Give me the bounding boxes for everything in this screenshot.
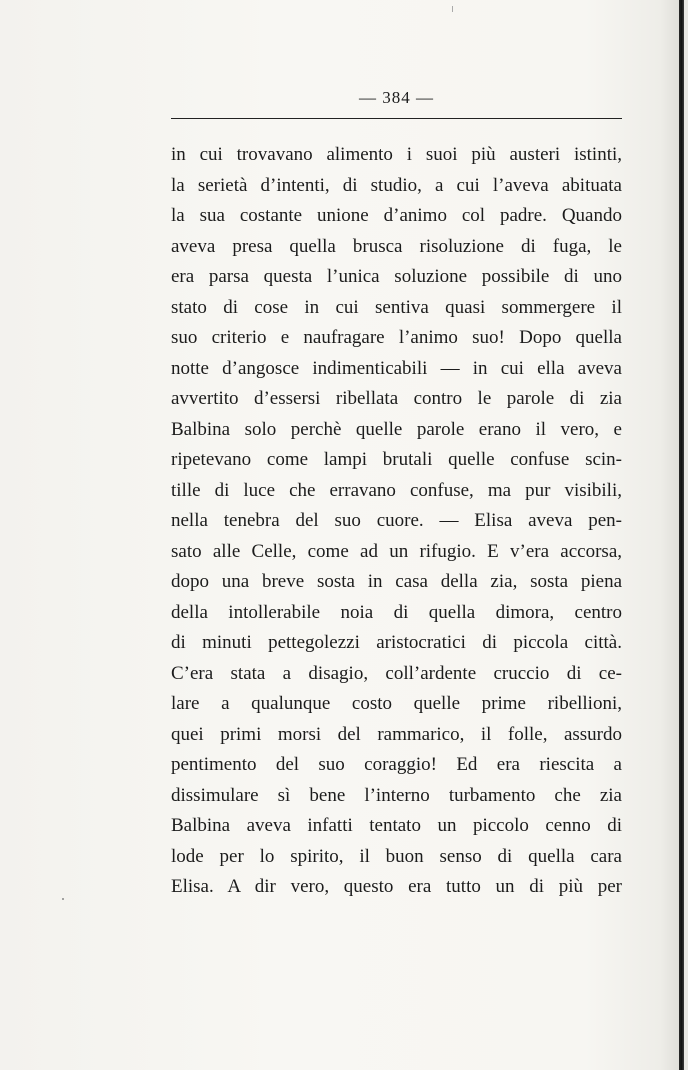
paper-speck bbox=[452, 6, 453, 12]
text-line: di minuti pettegolezzi aristocratici di piccola città. bbox=[171, 632, 622, 653]
page-edge bbox=[684, 0, 688, 1070]
text-line: della intollerabile noia di quella dimora, centro bbox=[171, 601, 622, 623]
text-line: aveva presa quella brusca risoluzione di fuga, le bbox=[171, 235, 622, 257]
text-line: sato alle Celle, come ad un rifugio. E v’era accorsa, bbox=[171, 540, 622, 562]
text-line: C’era stata a disagio, coll’ardente cruccio di ce- bbox=[171, 662, 622, 684]
text-line: Balbina aveva infatti tentato un piccolo cenno di bbox=[171, 815, 622, 836]
text-line: pentimento del suo coraggio! Ed era riescita a bbox=[171, 754, 622, 775]
text-line: Balbina solo perchè quelle parole erano il vero, e bbox=[171, 418, 622, 440]
text-line: nella tenebra del suo cuore. — Elisa aveva pen- bbox=[171, 510, 622, 531]
text-line: dopo una breve sosta in casa della zia, sosta piena bbox=[171, 571, 622, 592]
header-rule bbox=[171, 118, 622, 119]
body-text bbox=[171, 140, 622, 903]
text-line: suo criterio e naufragare l’animo suo! Dopo quella bbox=[171, 327, 622, 348]
text-line: tille di luce che erravano confuse, ma pur visibili, bbox=[171, 479, 622, 501]
text-line: la serietà d’intenti, di studio, a cui l’aveva abituata bbox=[171, 174, 622, 196]
text-line: era parsa questa l’unica soluzione possibile di uno bbox=[171, 266, 622, 287]
text-line: Elisa. A dir vero, questo era tutto un di più per bbox=[171, 876, 622, 897]
book-spine-shadow bbox=[679, 0, 684, 1070]
text-line: lode per lo spirito, il buon senso di quella cara bbox=[171, 845, 622, 867]
text-line: in cui trovavano alimento i suoi più austeri istinti, bbox=[171, 144, 622, 165]
text-line: avvertito d’essersi ribellata contro le parole di zia bbox=[171, 388, 622, 409]
paper-speck bbox=[62, 898, 64, 900]
page-number: — 384 — bbox=[359, 88, 434, 107]
text-line: stato di cose in cui sentiva quasi sommergere il bbox=[171, 296, 622, 318]
text-line: la sua costante unione d’animo col padre. Quando bbox=[171, 205, 622, 226]
text-line: ripetevano come lampi brutali quelle confuse scin- bbox=[171, 449, 622, 470]
text-line: notte d’angosce indimenticabili — in cui ella aveva bbox=[171, 357, 622, 379]
text-line: dissimulare sì bene l’interno turbamento che zia bbox=[171, 784, 622, 806]
text-line: quei primi morsi del rammarico, il folle, assurdo bbox=[171, 723, 622, 745]
text-line: lare a qualunque costo quelle prime ribellioni, bbox=[171, 693, 622, 714]
